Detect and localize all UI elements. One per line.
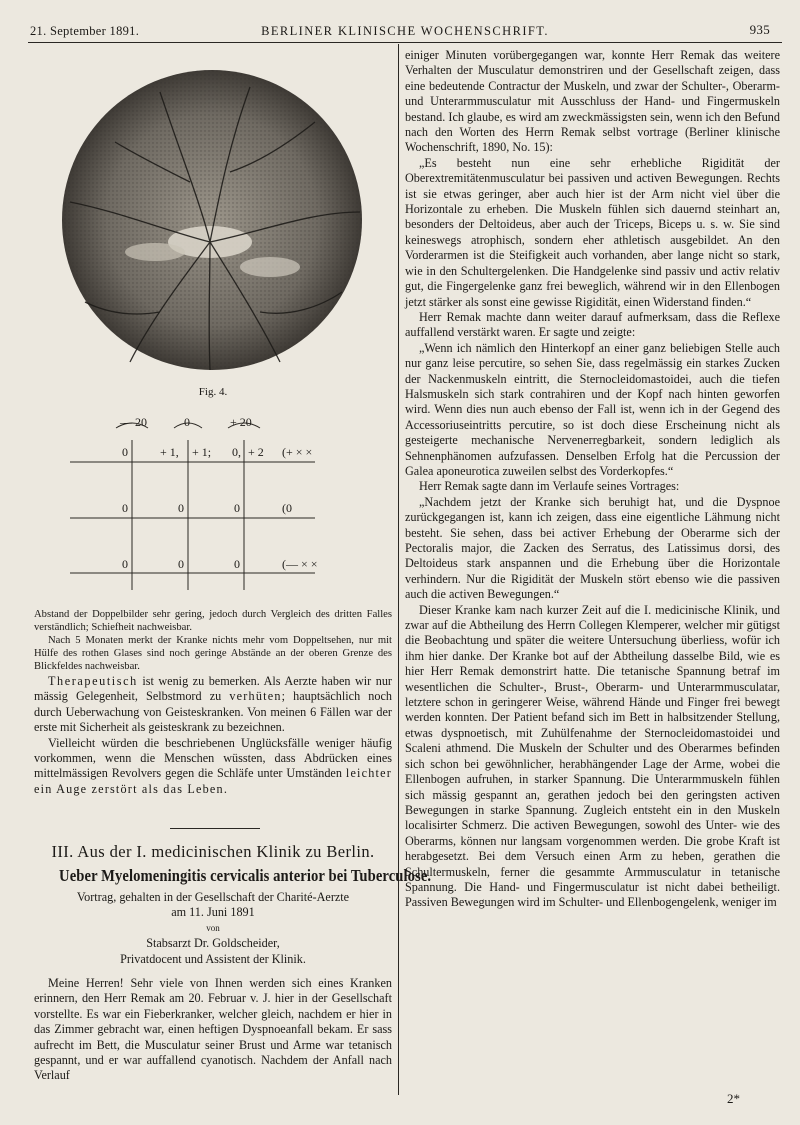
- article-byline: [34, 890, 392, 967]
- emphasis: verhüten: [229, 689, 282, 704]
- diagram-cell: 0: [178, 501, 184, 515]
- journal-title: BERLINER KLINISCHE WOCHENSCHRIFT.: [261, 24, 549, 38]
- note-paragraph: Nach 5 Monaten merkt der Kranke nichts mehr vom Doppeltsehen, nur mit Hülfe des rothen Glases sind noch geringe Abstände an der oberen Grenze des Blickfeldes nachweisbar.: [34, 635, 392, 672]
- diagram-cell: 0,: [232, 445, 241, 459]
- body-paragraph: einiger Minuten vorübergegangen war, konnte Herr Remak das weitere Verhalten der Musculatur demonstriren und der Gesellschaft zeigen, dass eine bedeutende Contractur der Muskeln, und zwar der Schulter-, Oberarm- und Unterarmmusculatur mit Ausschluss der Hand- und Fingermuskeln bestand. Ich glaube, es wird am zweckmässigsten sein, wenn ich den Befund nach den Worten des Herrn Remak selbst vortrage (Berliner klinische Wochenschrift, 1890, No. 15):: [405, 48, 780, 155]
- quotation: „Wenn ich nämlich den Hinterkopf an einer ganz beliebigen Stelle auch nur ganz leise percutire, so sehen Sie, dass regelmässig ein starkes Zucken der Nackenmuskeln eintritt, die Sternocleidomastoidei, auch die tiefen Halsmuskeln sich stark contrahiren und der Kopf nach hinten geworfen wird. Wenn dies nun auch ebenso der Fall ist, wenn ich in der Gegend des Accessoriuseintritts percutire, so ist doch diese Erscheinung nicht als gesteigerte mechanische Nervenerregbarkeit, sondern lediglich als Sehnenphänomen aufzufassen. Denselben Erfolg hat die Percussion der Galea aponeurotica zuweilen selbst des Vorderkopfes.“: [405, 340, 780, 478]
- diagram-cell: + 1,: [160, 445, 179, 459]
- author: Stabsarzt Dr. Goldscheider,: [146, 936, 280, 951]
- quotation: „Nachdem jetzt der Kranke sich beruhigt hat, und die Dyspnoe zurückgegangen ist, kann ich zeigen, dass eine eigentliche Lähmung nicht besteht. Sie sehen, dass bei activer Erhebung der Oberarme sich der Pectoralis major, die Zacken des Serratus, des Latissimus dorsi, des Deltoideus stark anspannen und die Erhebung über die Horizontale verhindern. Nur die Rigidität der Muskeln stört ebenso wie die passiven auch die activen Bewegungen.“: [405, 494, 780, 602]
- therapy-section: [34, 674, 392, 797]
- article-title: Ueber Myelomeningitis cervicalis anterior bei Tuberculose.: [59, 866, 432, 885]
- body-paragraph: Meine Herren! Sehr viele von Ihnen werden sich eines Kranken erinnern, den Herr Remak am 20. Februar v. J. hier in der Gesellschaft vorstellte. Es war ein Fieberkranker, welcher gleich, nachdem er hier in das Zimmer gebracht war, einen heftigen Dyspnoeanfall bekam. Er sass aufrecht im Bett, die Musculatur seiner Brust und Arme war tetanisch gespannt, und er war auffallend cyanotisch. Nachdem der Anfall nach Verlauf: [34, 976, 392, 1083]
- section-rule: [170, 828, 260, 829]
- diagram-cell: 0: [234, 557, 240, 571]
- diagram-cell: 0: [234, 501, 240, 515]
- diagram-top-label: — 20: [120, 415, 147, 429]
- diagram-top-label: 0: [184, 415, 190, 429]
- section-heading: III. Aus der I. medicinischen Klinik zu Berlin.: [51, 842, 375, 861]
- article-body-right: [405, 48, 780, 911]
- byline-von: von: [206, 922, 220, 933]
- signature-mark: 2*: [727, 1091, 740, 1106]
- diagram-cell: + 1;: [192, 445, 212, 459]
- column-divider: [398, 44, 399, 1095]
- page-number: 935: [749, 22, 770, 37]
- body-paragraph: Dieser Kranke kam nach kurzer Zeit auf die I. medicinische Klinik, und zwar auf die Abtheilung des Herrn Collegen Klemperer, welcher mir gütigst die Beobachtung und später die weitere Untersuchung überliess, wofür ich ihm hier danke. Der Kranke bot auf der Abtheilung dasselbe Bild, wie es hier Herr Remak demonstrirt hatte. Die tetanische Spannung betraf im wesentlichen die Schulter-, Brust-, Oberarm- und Unterarmmusculatar, letztere schon in geringerer Weise, während Hände und Finger frei bewegt werden konnten. Der Patient befand sich im Bett in halbsitzender Stellung, etwas dyspnoetisch, mit Zuhülfenahme der Sternocleidomastoidei und Scaleni athmend. Die Muskeln der Schulter und des Oberarmes befinden sich schon bei gewöhnlicher, herabhängender Lage der Arme, wobei die Ellenbogen aufruhen, in starker Spannung. Die Unterarmmuskeln fühlen sich mässig gespannt an, gerathen jedoch bei den geringsten activen Bewegungen in starke Spannung. Zugleich entsteht ein in den Muskeln localisirter Schmerz. Die activen Bewegungen, sowohl des Unter- wie des Oberarms, können nur langsam vorgenommen werden. Die grobe Kraft ist herabgesetzt. Bei dem Versuch einen Arm zu heben, gerathen die Schultermuskeln, ferner die gesammte Armmusculatur in tetanische Spannung. Die Hand- und Fingermusculatur ist nicht dabei betheiligt. Passiven Bewegungen wird im Schulter- und Ellenbogengelenk, weniger im: [405, 602, 780, 910]
- body-paragraph: Therapeutisch ist wenig zu bemerken. Als Aerzte haben wir nur mässig Gelegenheit, Selbstmord zu verhüten; hauptsächlich noch durch Ueberwachung von Geisteskranken. Von meinen 6 Fällen war der erste mit Sicherheit als geisteskrank zu bezeichnen.: [34, 674, 392, 735]
- figure-notes: [34, 608, 392, 673]
- running-header: [30, 18, 780, 44]
- header-rule: [28, 42, 782, 43]
- diagram-cell: 0: [122, 501, 128, 515]
- issue-date: 21. September 1891.: [30, 24, 140, 38]
- note-paragraph: Abstand der Doppelbilder sehr gering, jedoch durch Vergleich des dritten Falles verständlich; Schiefheit nachweisbar.: [34, 609, 392, 633]
- figure-caption: Fig. 4.: [198, 386, 228, 398]
- quotation: „Es besteht nun eine sehr erhebliche Rigidität der Oberextremitätenmusculatur bei passiven und activen Bewegungen. Rechts ist sie etwas geringer, aber auch hier ist der Arm nicht viel über die Horizontale zu erheben. Die Muskeln fühlen sich dauernd steinhart an, besonders der Deltoideus, aber auch der Triceps, Biceps u. s. w. Sie sind keineswegs atrophisch, sondern eher athletisch ausgebildet. An den Vorderarmen ist die Steifigkeit auch vorhanden, aber lange nicht so stark, wie in den Schultergelenken. Die Handgelenke sind passiv und activ relativ gut, die Fingergelenke ganz frei beweglich, während wir in den Ellenbogen jetzt stärker als sonst eine gewisse Rigidität, einen Widerstand finden.“: [405, 155, 780, 309]
- fundus-illustration: [60, 62, 365, 377]
- diagram-cell: 0: [122, 557, 128, 571]
- body-paragraph: Vielleicht würden die beschriebenen Unglücksfälle weniger häufig vorkommen, wenn die Menschen wüssten, dass Abdrücken eines mittelmässigen Revolvers gegen die Schläfe unter Umständen leichter ein Auge zerstört als das Leben.: [34, 735, 392, 796]
- diagram-cell: 0: [122, 445, 128, 459]
- diagram-cell: (0: [282, 501, 292, 515]
- double-image-diagram: [70, 410, 360, 610]
- diagram-cell: + 2: [248, 445, 264, 459]
- article-body-left: [34, 976, 392, 1084]
- diagram-cell: (+ × ×: [282, 445, 313, 459]
- author-role: Privatdocent und Assistent der Klinik.: [120, 951, 306, 966]
- subtitle: Vortrag, gehalten in der Gesellschaft der Charité-Aerzte: [76, 890, 350, 904]
- emphasis: Therapeutisch: [48, 674, 138, 688]
- subtitle-date: am 11. Juni 1891: [171, 905, 255, 920]
- diagram-top-label: + 20: [230, 415, 252, 429]
- body-paragraph: Herr Remak machte dann weiter darauf aufmerksam, dass die Reflexe auffallend verstärkt waren. Er sagte und zeigte:: [405, 309, 780, 340]
- body-paragraph: Herr Remak sagte dann im Verlaufe seines Vortrages:: [419, 479, 680, 494]
- emphasis: leichter ein Auge zerstört als das Leben.: [34, 766, 392, 796]
- diagram-cell: (— × ×: [282, 557, 318, 571]
- diagram-cell: 0: [178, 557, 184, 571]
